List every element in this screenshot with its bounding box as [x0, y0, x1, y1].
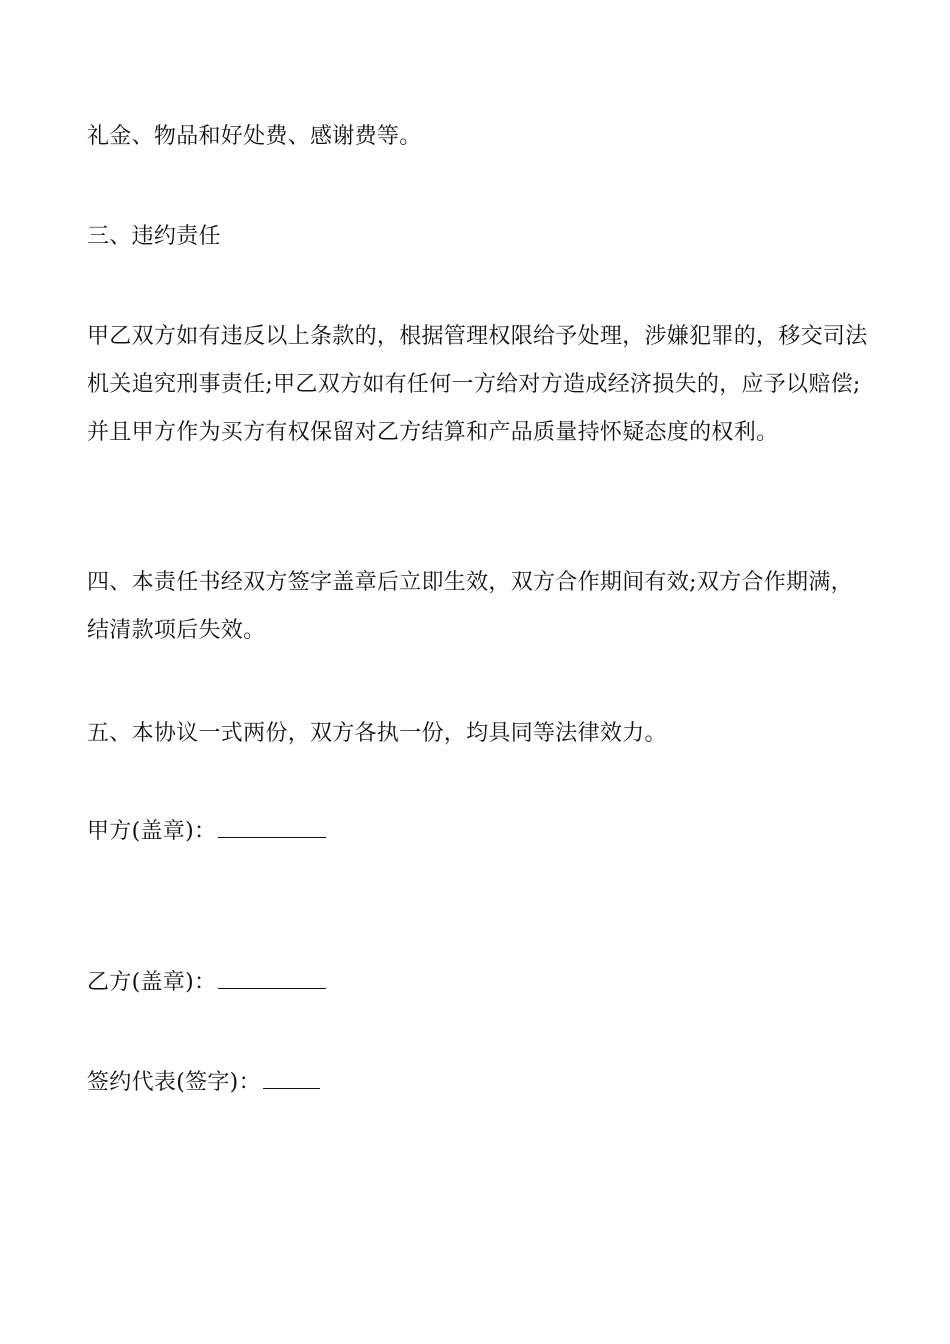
representative-blank — [263, 1066, 320, 1089]
paragraph-copies: 五、本协议一式两份，双方各执一份，均具同等法律效力。 — [87, 721, 667, 746]
party-a-label: 甲方(盖章)： — [87, 819, 217, 844]
party-a-blank — [218, 815, 326, 838]
party-b-blank — [218, 966, 326, 989]
signature-line-party-a — [87, 808, 869, 856]
party-b-label: 乙方(盖章)： — [87, 970, 217, 995]
paragraph-breach-liability: 甲乙双方如有违反以上条款的，根据管理权限给予处理，涉嫌犯罪的，移交司法机关追究刑事责任;甲乙双方如有任何一方给对方造成经济损失的，应予以赔偿;并且甲方作为买方有权保留对乙方结算和产品质量持怀疑态度的权利。 — [87, 324, 868, 445]
representative-label: 签约代表(签字)： — [87, 1070, 261, 1095]
paragraph-gifts-clause-end: 礼金、物品和好处费、感谢费等。 — [87, 124, 422, 149]
signature-line-party-b — [87, 959, 869, 1007]
signature-line-representative — [87, 1059, 869, 1107]
section-heading-breach-liability: 三、违约责任 — [87, 224, 221, 249]
paragraph-effective-term: 四、本责任书经双方签字盖章后立即生效，双方合作期间有效;双方合作期满，结清款项后失效。 — [87, 570, 853, 643]
